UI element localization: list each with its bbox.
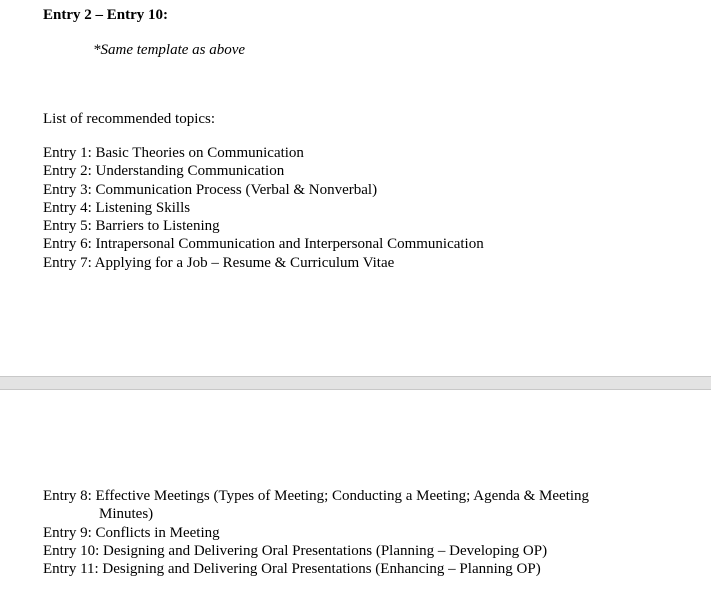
topics-list (43, 144, 484, 272)
list-item: Entry 2: Understanding Communication (43, 163, 285, 180)
section-heading: Entry 2 – Entry 10: (43, 7, 168, 23)
list-item: Entry 11: Designing and Delivering Oral Presentations (Enhancing – Planning OP) (43, 561, 541, 578)
list-item: Entry 5: Barriers to Listening (43, 218, 220, 235)
list-item (43, 487, 683, 524)
document-page-2 (0, 390, 711, 591)
page-separator (0, 376, 711, 390)
list-item: Entry 6: Intrapersonal Communication and Interpersonal Communication (43, 236, 484, 253)
list-item-continuation: Minutes) (99, 506, 154, 523)
list-item-text: Entry 8: Effective Meetings (Types of Meeting; Conducting a Meeting; Agenda & Meeting (43, 488, 590, 504)
list-item: Entry 4: Listening Skills (43, 199, 191, 216)
topics-list-title: List of recommended topics: (43, 111, 216, 127)
topics-list-continued (43, 487, 683, 578)
list-item: Entry 3: Communication Process (Verbal & Nonverbal) (43, 181, 378, 198)
list-item: Entry 7: Applying for a Job – Resume & Curriculum Vitae (43, 254, 395, 271)
template-note: *Same template as above (93, 42, 246, 58)
list-item: Entry 10: Designing and Delivering Oral Presentations (Planning – Developing OP) (43, 542, 548, 559)
list-item: Entry 9: Conflicts in Meeting (43, 524, 220, 541)
list-item: Entry 1: Basic Theories on Communication (43, 145, 304, 161)
